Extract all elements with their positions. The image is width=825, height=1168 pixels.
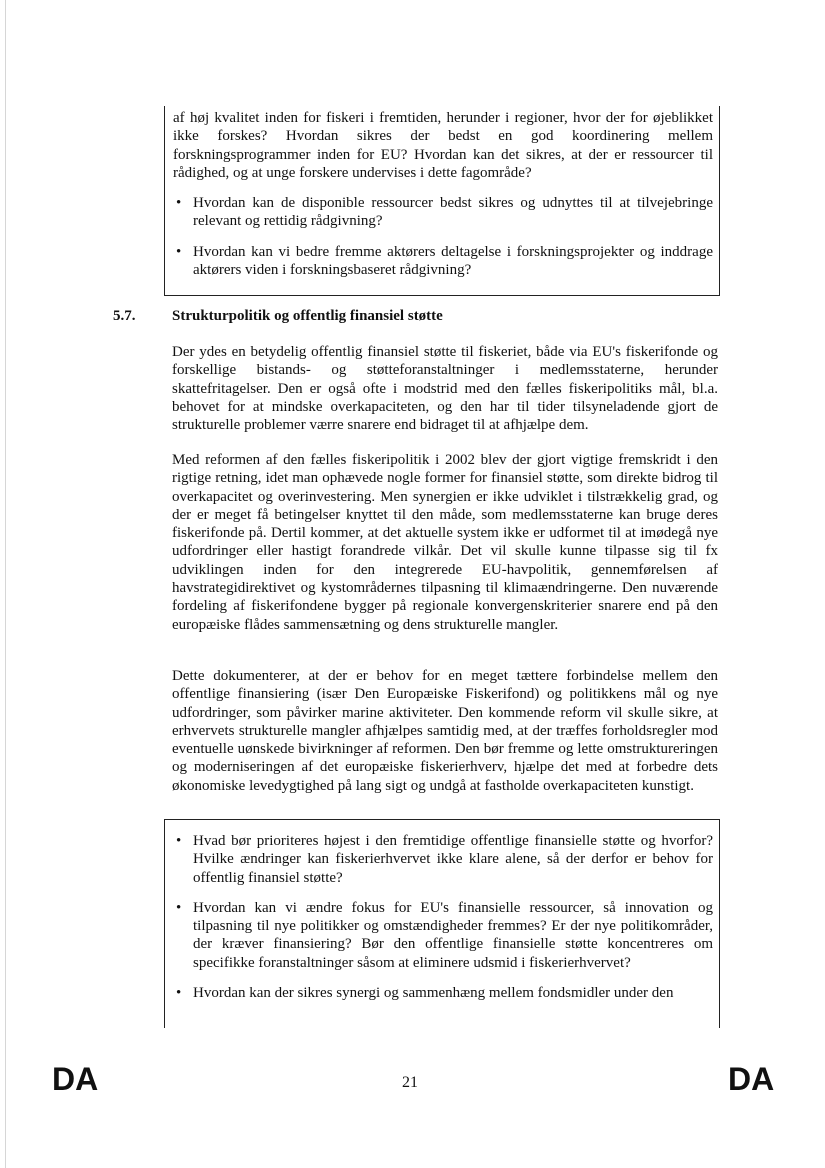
- box-continuation-text: af høj kvalitet inden for fiskeri i fremtiden, herunder i regioner, hvor der for øjeblikket ikke forskes? Hvordan sikres der bedst en god koordinering mellem forskningsprogrammer inden for EU? Hvordan kan det sikres, at der er ressourcer til rådighed, og at unge forskere undervises i dette fagområde?: [173, 110, 713, 181]
- scan-edge-line: [5, 0, 6, 1168]
- question-box-top: [164, 106, 720, 296]
- question-bullet: [173, 899, 713, 972]
- bullet-icon: •: [176, 833, 182, 849]
- question-box-bottom: [164, 819, 720, 1028]
- bullet-icon: •: [176, 985, 182, 1002]
- body-paragraph: Dette dokumenterer, at der er behov for en meget tættere forbindelse mellem den offentlige finansiering (især Den Europæiske Fiskerifond) og politikkens mål og nye udfordringer, som påvirker marine aktiviteter. Den kommende reform vil skulle sikre, at erhvervets strukturelle mangler afhjælpes samtidig med, at der træffes forholdsregler mod eventuelle uønskede bivirkninger af reformen. Den bør fremme og lette omstruktureringen og moderniseringen af det europæiske fiskerierhverv, hjælpe det med at forbedre dets økonomiske levedygtighed på lang sigt og undgå at fastholde overkapaciteten kunstigt.: [172, 668, 718, 794]
- question-bullet: [173, 984, 713, 1002]
- section-number: 5.7.: [113, 308, 136, 324]
- language-code-left: DA: [52, 1061, 99, 1097]
- question-text: Hvordan kan vi bedre fremme aktørers deltagelse i forskningsprojekter og inddrage aktørers viden i forskningsbaseret rådgivning?: [193, 243, 713, 279]
- bullet-icon: •: [176, 195, 182, 212]
- section-title: Strukturpolitik og offentlig finansiel støtte: [172, 308, 443, 324]
- question-text: Hvordan kan vi ændre fokus for EU's finansielle ressourcer, så innovation og tilpasning til nye politikker og omstændigheder fremmes? Er der nye politikområder, der kræver finansiering? Bør den offentlige finansielle støtte koncentreres om specifikke foranstaltninger såsom at eliminere udsmid i fiskerierhvervet?: [193, 899, 713, 971]
- page-number: 21: [402, 1074, 418, 1091]
- question-bullet: [173, 832, 713, 887]
- body-paragraph: Med reformen af den fælles fiskeripolitik i 2002 blev der gjort vigtige fremskridt i den rigtige retning, idet man ophævede nogle former for finansiel støtte, som direkte bidrog til overkapacitet og overinvestering. Men synergien er ikke udviklet i tilstrækkelig grad, og der er meget få betingelser knyttet til den måde, som medlemsstaterne kan bruge deres fiskerifonde på. Dertil kommer, at det aktuelle system ikke er udformet til at imødegå nye udfordringer eller hastigt forandrede vilkår. Det vil skulle kunne tilpasse sig til fx udviklingen inden for den integrerede EU-havpolitik, gennemførelsen af havstrategidirektivet og kystområdernes tilpasning til klimaændringerne. Den nuværende fordeling af fiskerifondene bygger på regionale konvergenskriterier snarere end på den europæiske flådes sammensætning og dens strukturelle mangler.: [172, 452, 718, 633]
- language-code-right: DA: [728, 1061, 775, 1097]
- question-text: Hvordan kan de disponible ressourcer bedst sikres og udnyttes til at tilvejebringe relevant og rettidig rådgivning?: [193, 195, 713, 230]
- question-text: Hvad bør prioriteres højest i den fremtidige offentlige finansielle støtte og hvorfor? Hvilke ændringer kan fiskerierhvervet ikke klare alene, så der derfor er behov for offentlig finansiel støtte?: [193, 833, 713, 886]
- bullet-icon: •: [176, 243, 182, 260]
- question-bullet: [173, 243, 713, 280]
- body-paragraph: Der ydes en betydelig offentlig finansiel støtte til fiskeriet, både via EU's fiskerifonde og forskellige bistands- og støtteforanstaltninger i medlemsstaterne, herunder skattefritagelser. Den er også ofte i modstrid med den fælles fiskeripolitiks mål, bl.a. behovet for at mindske overkapaciteten, og den har til tider tilsyneladende gjort de strukturelle problemer værre snarere end bidraget til at afhjælpe dem.: [172, 344, 718, 434]
- question-text: Hvordan kan der sikres synergi og sammenhæng mellem fondsmidler under den: [193, 985, 674, 1002]
- bullet-icon: •: [176, 899, 182, 916]
- question-bullet: [173, 194, 713, 231]
